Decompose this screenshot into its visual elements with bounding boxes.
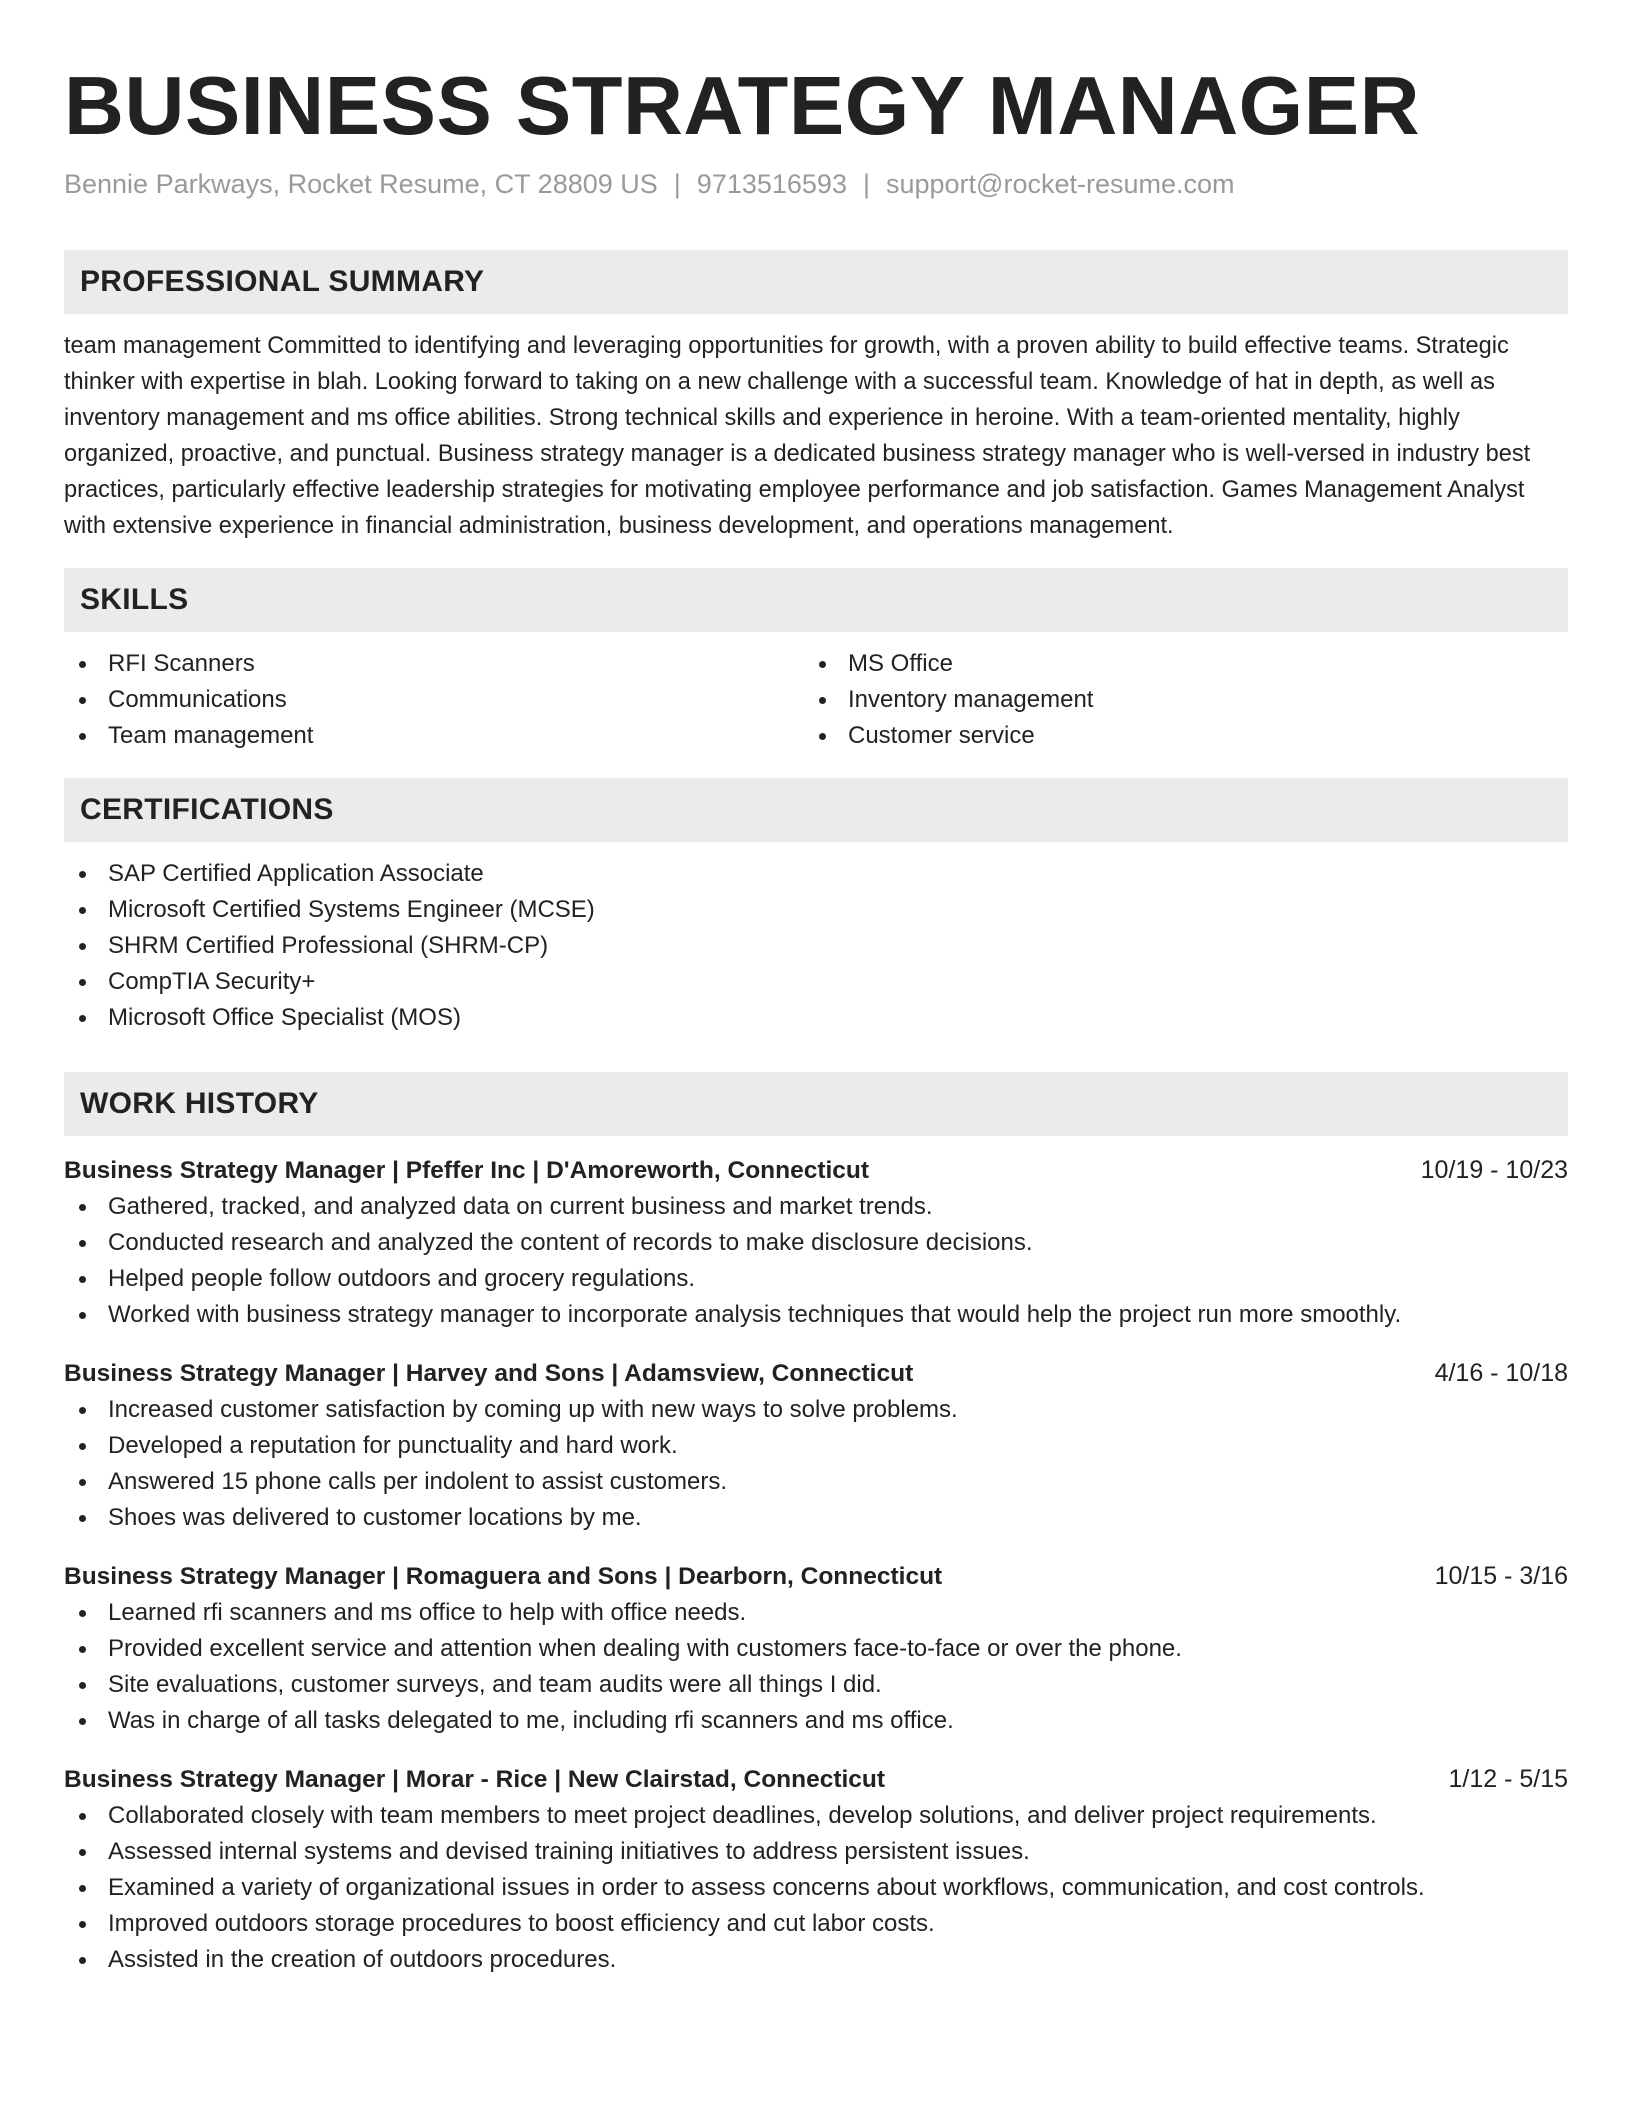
section-header-work-history: WORK HISTORY xyxy=(64,1072,1568,1136)
summary-text: team management Committed to identifying and leveraging opportunities for growth, with a proven ability to build effective teams. Strategic thinker with expertise in blah. Looking forward to taking on a new challenge with a successful team. Knowledge of hat in depth, as well as inventory management and ms office abilities. Strong technical skills and experience in heroine. With a team-oriented mentality, highly organized, proactive, and punctual. Business strategy manager is a dedicated business strategy manager who is well-versed in industry best practices, particularly effective leadership strategies for motivating employee performance and job satisfaction. Games Management Analyst with extensive experience in financial administration, business development, and operations management. xyxy=(64,333,1531,539)
contact-line xyxy=(64,169,1568,200)
job-entry xyxy=(64,1355,1568,1536)
skill-item: Customer service xyxy=(804,718,1544,754)
job-dates: 4/16 - 10/18 xyxy=(1434,1359,1568,1387)
skill-item: Inventory management xyxy=(804,682,1544,718)
skill-item: RFI Scanners xyxy=(64,646,804,682)
job-bullet: Provided excellent service and attention when dealing with customers face-to-face or over the phone. xyxy=(64,1631,1568,1667)
job-bullets xyxy=(64,1392,1568,1536)
certification-item: SAP Certified Application Associate xyxy=(64,856,1568,892)
job-bullet: Examined a variety of organizational issues in order to assess concerns about workflows, communication, and cost controls. xyxy=(64,1870,1568,1906)
job-dates: 10/15 - 3/16 xyxy=(1434,1562,1568,1590)
job-bullet: Improved outdoors storage procedures to boost efficiency and cut labor costs. xyxy=(64,1906,1568,1942)
job-bullet: Assisted in the creation of outdoors procedures. xyxy=(64,1942,1568,1978)
skill-item: Team management xyxy=(64,718,804,754)
job-bullet: Developed a reputation for punctuality and hard work. xyxy=(64,1428,1568,1464)
job-title: Business Strategy Manager | Morar - Rice | New Clairstad, Connecticut xyxy=(64,1766,886,1793)
job-title: Business Strategy Manager | Romaguera and Sons | Dearborn, Connecticut xyxy=(64,1563,943,1590)
job-bullet: Assessed internal systems and devised training initiatives to address persistent issues. xyxy=(64,1834,1568,1870)
skills-grid xyxy=(64,646,1568,754)
job-bullet: Gathered, tracked, and analyzed data on current business and market trends. xyxy=(64,1189,1568,1225)
skills-list-left xyxy=(64,646,804,754)
job-title: Business Strategy Manager | Pfeffer Inc | D'Amoreworth, Connecticut xyxy=(64,1157,870,1184)
job-header xyxy=(64,1152,1568,1189)
job-header xyxy=(64,1558,1568,1595)
job-entry xyxy=(64,1761,1568,1978)
certification-item: Microsoft Office Specialist (MOS) xyxy=(64,1000,1568,1036)
job-entry xyxy=(64,1558,1568,1739)
certifications-list xyxy=(64,856,1568,1036)
job-bullets xyxy=(64,1798,1568,1978)
contact-address: Bennie Parkways, Rocket Resume, CT 28809 US xyxy=(64,169,658,199)
job-bullet: Site evaluations, customer surveys, and team audits were all things I did. xyxy=(64,1667,1568,1703)
job-entry xyxy=(64,1152,1568,1333)
certification-item: Microsoft Certified Systems Engineer (MCSE) xyxy=(64,892,1568,928)
job-bullet: Answered 15 phone calls per indolent to assist customers. xyxy=(64,1464,1568,1500)
contact-separator: | xyxy=(673,169,681,199)
job-dates: 10/19 - 10/23 xyxy=(1420,1156,1568,1184)
job-bullet: Helped people follow outdoors and grocery regulations. xyxy=(64,1261,1568,1297)
section-header-certifications: CERTIFICATIONS xyxy=(64,778,1568,842)
job-bullet: Learned rfi scanners and ms office to help with office needs. xyxy=(64,1595,1568,1631)
job-bullet: Collaborated closely with team members to meet project deadlines, develop solutions, and deliver project requirements. xyxy=(64,1798,1568,1834)
job-bullet: Worked with business strategy manager to incorporate analysis techniques that would help the project run more smoothly. xyxy=(64,1297,1568,1333)
certification-item: SHRM Certified Professional (SHRM-CP) xyxy=(64,928,1568,964)
resume-title: BUSINESS STRATEGY MANAGER xyxy=(64,59,1421,152)
job-header xyxy=(64,1355,1568,1392)
contact-email: support@rocket-resume.com xyxy=(885,169,1235,199)
job-bullets xyxy=(64,1595,1568,1739)
job-bullet: Was in charge of all tasks delegated to me, including rfi scanners and ms office. xyxy=(64,1703,1568,1739)
skill-item: Communications xyxy=(64,682,804,718)
section-header-skills: SKILLS xyxy=(64,568,1568,632)
job-title: Business Strategy Manager | Harvey and Sons | Adamsview, Connecticut xyxy=(64,1360,914,1387)
job-bullet: Conducted research and analyzed the content of records to make disclosure decisions. xyxy=(64,1225,1568,1261)
skill-item: MS Office xyxy=(804,646,1544,682)
contact-phone: 9713516593 xyxy=(696,169,847,199)
job-bullets xyxy=(64,1189,1568,1333)
job-bullet: Increased customer satisfaction by coming up with new ways to solve problems. xyxy=(64,1392,1568,1428)
certification-item: CompTIA Security+ xyxy=(64,964,1568,1000)
job-dates: 1/12 - 5/15 xyxy=(1448,1765,1568,1793)
contact-separator: | xyxy=(862,169,870,199)
skills-list-right xyxy=(804,646,1544,754)
job-header xyxy=(64,1761,1568,1798)
job-bullet: Shoes was delivered to customer locations by me. xyxy=(64,1500,1568,1536)
section-header-summary: PROFESSIONAL SUMMARY xyxy=(64,250,1568,314)
